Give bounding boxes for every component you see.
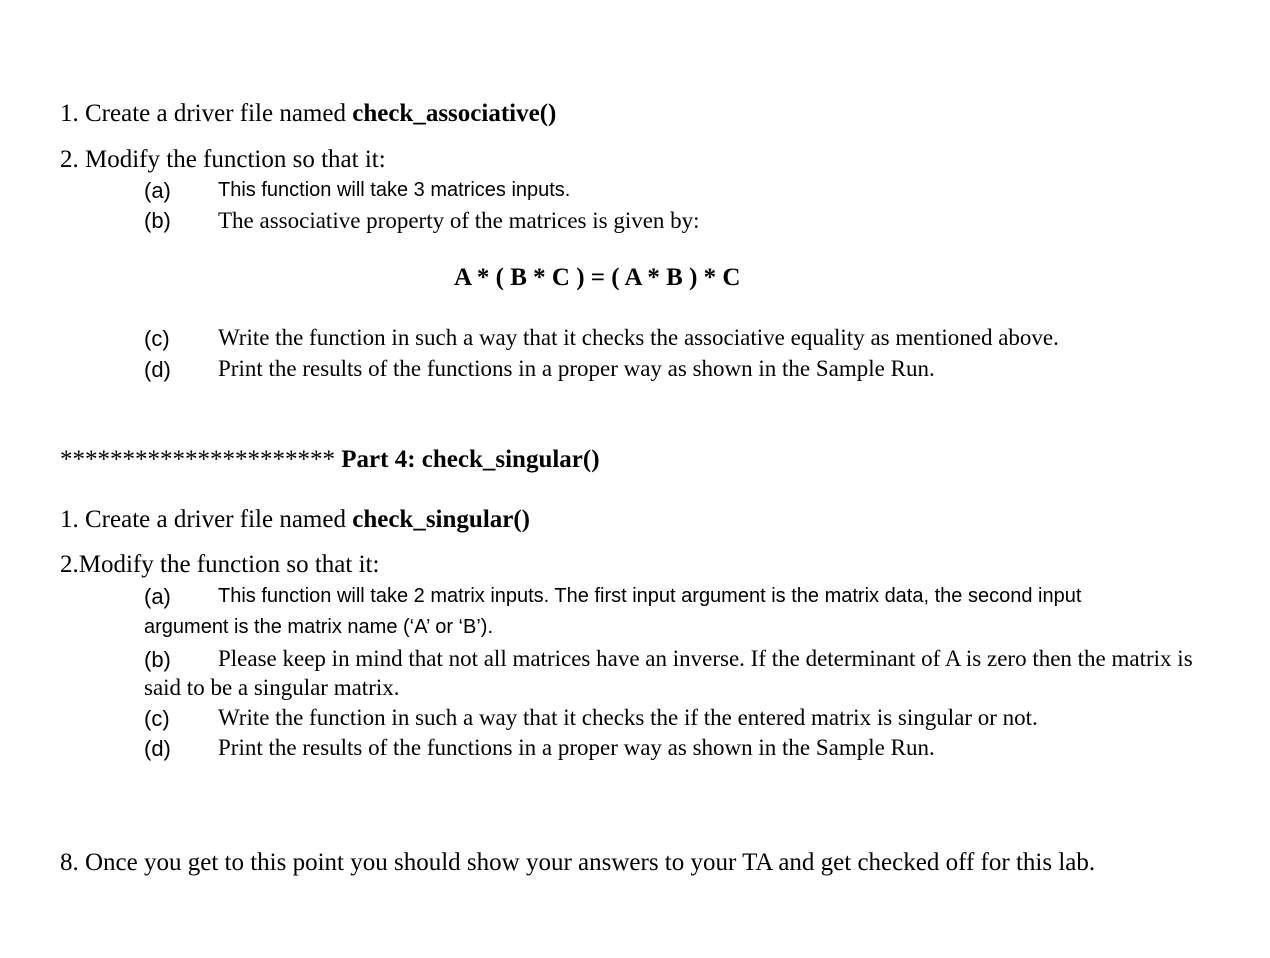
part4-item-a-text-line2: argument is the matrix name (‘A’ or ‘B’). [144, 616, 493, 638]
part4-step1-func: check_singular() [352, 506, 531, 533]
associative-equation: A * ( B * C ) = ( A * B ) * C [454, 264, 741, 291]
part4-item-d-label: (d) [144, 736, 171, 761]
part4-heading-text: Part 4: check_singular() [335, 446, 600, 473]
part3-step1 [60, 100, 556, 128]
part4-item-c-label: (c) [144, 706, 170, 731]
part3-item-d-label: (d) [144, 357, 171, 382]
part3-step1-prefix: 1. Create a driver file named [60, 100, 353, 127]
part4-item-a-text-line1: This function will take 2 matrix inputs. The first input argument is the matrix data, the second input [218, 585, 1082, 607]
part3-item-c-text: Write the function in such a way that it checks the associative equality as mentioned above. [218, 325, 1059, 350]
part3-step2: 2. Modify the function so that it: [60, 146, 386, 173]
part3-item-d-text: Print the results of the functions in a proper way as shown in the Sample Run. [218, 356, 935, 381]
part4-item-b-label: (b) [144, 647, 171, 672]
part4-heading [60, 446, 600, 474]
part3-step1-func: check_associative() [352, 100, 557, 127]
part4-step1 [60, 506, 530, 534]
part3-item-a-label: (a) [144, 178, 171, 203]
part3-item-c-label: (c) [144, 326, 170, 351]
part4-stars: ********************** [60, 446, 335, 473]
part3-item-b-label: (b) [144, 208, 171, 233]
part4-item-c-text: Write the function in such a way that it checks the if the entered matrix is singular or not. [218, 705, 1038, 730]
part3-item-a-text: This function will take 3 matrices inputs. [218, 179, 571, 201]
part4-item-d-text: Print the results of the functions in a proper way as shown in the Sample Run. [218, 735, 935, 760]
part3-item-b-text: The associative property of the matrices is given by: [218, 208, 700, 233]
part4-item-a-label: (a) [144, 584, 171, 609]
part4-step2: 2.Modify the function so that it: [60, 551, 380, 578]
part4-item-b-text-line2: said to be a singular matrix. [144, 675, 400, 700]
final-step: 8. Once you get to this point you should show your answers to your TA and get checked off for this lab. [60, 849, 1096, 876]
part4-item-b-text-line1: Please keep in mind that not all matrices have an inverse. If the determinant of A is zero then the matrix is [218, 646, 1193, 671]
part4-step1-prefix: 1. Create a driver file named [60, 506, 353, 533]
